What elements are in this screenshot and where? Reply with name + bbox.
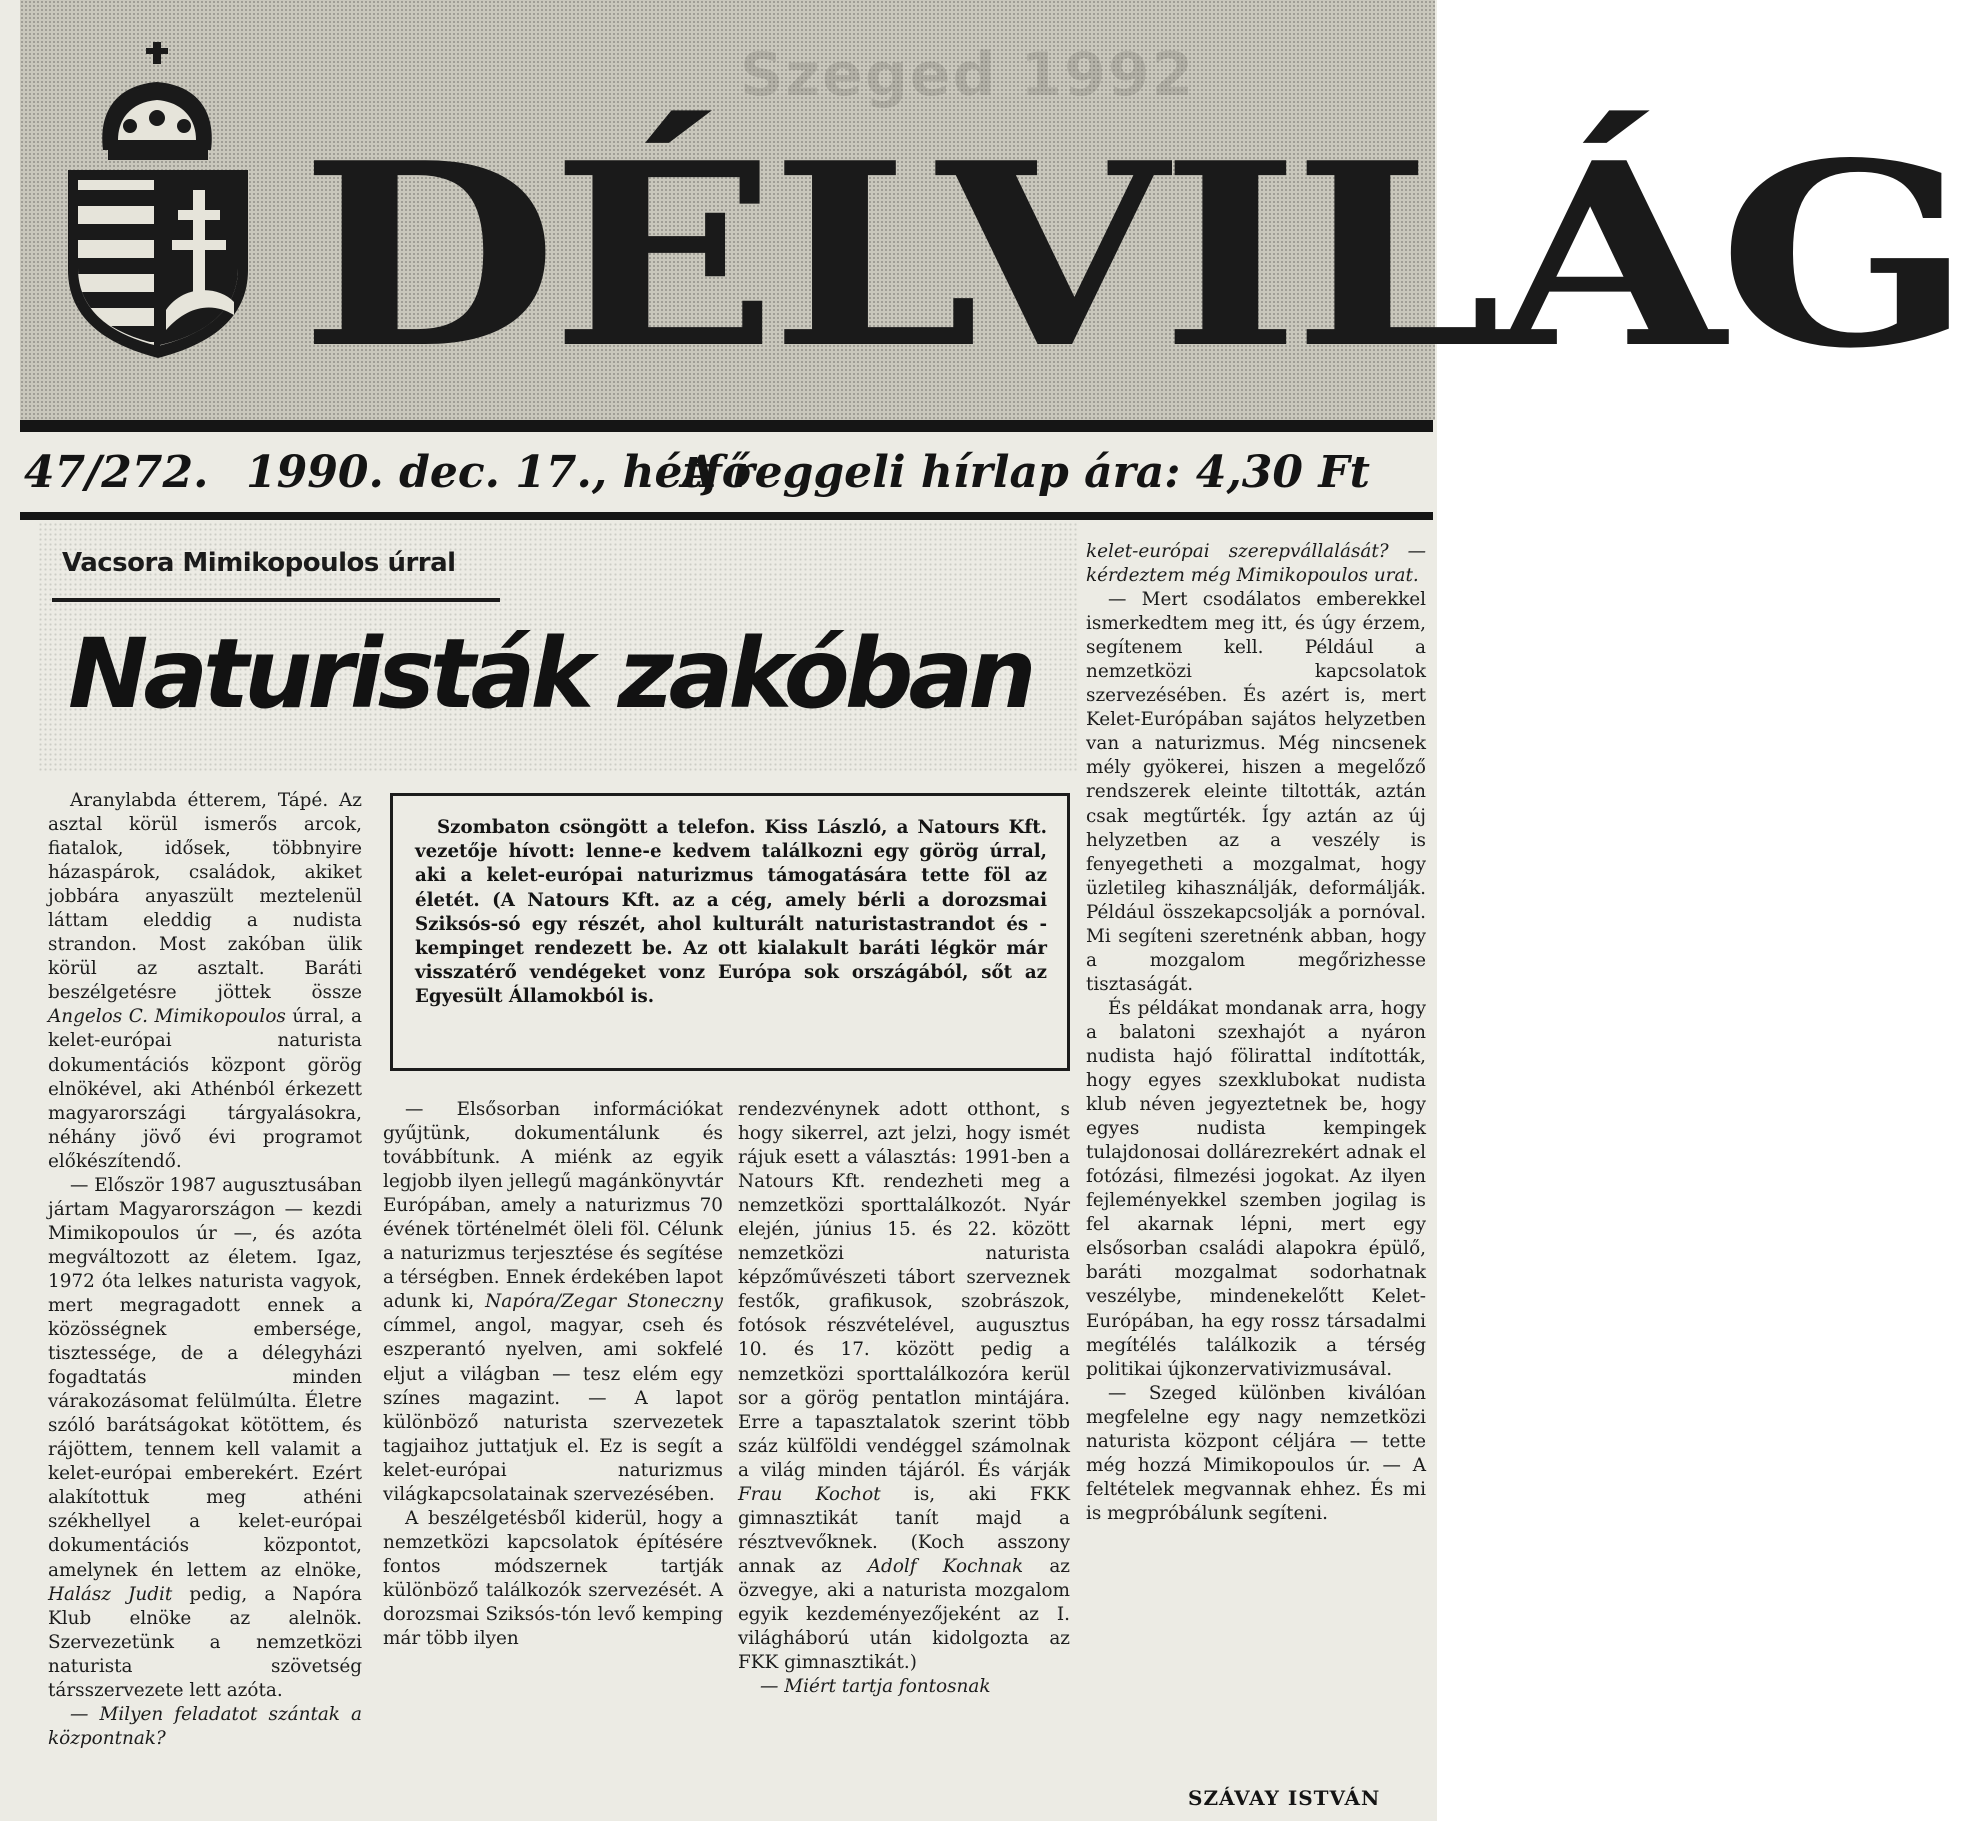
issue-date: 1990. dec. 17., hétfő [246,447,752,498]
author-signature: SZÁVAY ISTVÁN [1188,1786,1381,1810]
magazine-title: Napóra/Zegar Stoneczny [485,1291,723,1313]
col1-paragraph-2: — Először 1987 augusztusában jártam Magyarországon — kezdi Mimikopoulos úr —, és azóta megváltozott az életem. Igaz, 1972 óta lelkes naturista vagyok, mert megragadott ennek a közösségnek embersége, tisztessége, de a délegyházi fogadtatás minden várakozásomat felülmúlta. Életre szóló barátságokat kötöttem, és rájöttem, tennem kell valamit a kelet-európai emberekért. Ezért alakítottuk meg athéni székhellyel a kelet-európai dokumentációs központot, amelynek én lettem az elnöke, Halász Judit pedig, a Napóra Klub elnöke az alelnök. Szervezetünk a nemzetközi naturista szövetség társszervezete lett azóta. [48,1174,362,1701]
col1-question: — Milyen feladatot szántak a központnak? [48,1703,362,1749]
person-name: Halász Judit [48,1583,173,1605]
article-lead: Szombaton csöngött a telefon. Kiss László, a Natours Kft. vezetője hívott: lenne-e kedvem találkozni egy görög úrral, aki a kelet-európai naturizmus támogatására tette föl az életét. (A Natours Kft. az a cég, amely bérli a dorozsmai Sziksós-só egy részét, ahol kulturált naturistastrandot és -kempinget rendezett be. Az ott kialakult baráti légkör már visszatérő vendégeket vonz Európa sok országából, sőt az Egyesült Államokból is. [415,817,1047,1008]
masthead [20,0,1965,420]
column-1 [48,789,362,1751]
person-name: Angelos C. Mimikopoulos [48,1006,286,1028]
col4-paragraph-2: — Mert csodálatos emberekkel ismerkedtem meg itt, és úgy érzem, segítenem kell. Például a nemzetközi kapcsolatok szervezésében. És azért is, mert Kelet-Európában sajátos helyzetben van a naturizmus. Még nincsenek mély gyökerei, hiszen a megelőző rendszerek eleinte tiltották, aztán csak megtűrték. Így aztán az új helyzetben az a veszély is fenyegetheti a mozgalmat, hogy üzletileg kihasználják, deformálják. Például összekapcsolják a pornóval. Mi segíteni szeretnénk abban, hogy a mozgalom megőrizhesse tisztaságát. [1086,589,1426,995]
person-name: Frau Kochot [738,1483,881,1505]
article-headline: Naturisták zakóban [68,618,1032,730]
column-3 [738,1098,1070,1699]
col2-paragraph-2: A beszélgetésből kiderül, hogy a nemzetközi kapcsolatok építésére fontos módszernek tartják különböző találkozók szervezését. A dorozsmai Sziksós-tón levő kemping már több ilyen [383,1507,723,1650]
col4-paragraph-3: És példákat mondanak arra, hogy a balatoni szexhajót a nyáron nudista hajó fölirattal indították, hogy egyes szexklubokat nudista klub néven jegyeztetnek be, hogy egyes nudista kempingek tulajdonosai dollárezrekért adnak el fotózási, filmezési jogokat. Az ilyen fejleményekkel szemben jogilag is fel akarnak lépni, mert egy elsősorban családi alapokra épülő, baráti mozgalmat sodorhatnak veszélybe, mindenekelőtt Kelet-Európában, ha egy rossz társadalmi megítélés találkozik a térség politikai újkonzervativizmusával. [1086,997,1426,1380]
masthead-ghost-text: Szeged 1992 [740,40,1196,110]
masthead-rule-top [20,420,1433,432]
kicker-underline [52,598,500,602]
lead-box [390,793,1070,1071]
article-kicker: Vacsora Mimikopoulos úrral [62,548,456,578]
col4-paragraph-4: — Szeged különben kiválóan megfelelne egy nagy nemzetközi naturista központ céljára — tette még hozzá Mimikopoulos úr. — A feltételek megvannak ehhez. És mi is megpróbálunk segíteni. [1086,1382,1426,1524]
col3-question: — Miért tartja fontosnak [760,1676,991,1698]
masthead-rule-bottom [20,512,1433,520]
issue-number: 47/272. [24,447,209,498]
col4-paragraph-1: kelet-európai szerepvállalását? — kérdeztem még Mimikopoulos urat. [1086,541,1426,587]
col1-paragraph-1: Aranylabda étterem, Tápé. Az asztal körül ismerős arcok, fiatalok, idősek, többnyire házaspárok, családok, akiket jobbára anyaszült meztelenül láttam eleddig a nudista strandon. Most zakóban ülik körül az asztalt. Baráti beszélgetésre jöttek össze Angelos C. Mimikopoulos úrral, a kelet-európai naturista dokumentációs központ görög elnökével, aki Athénból érkezett magyarországi tárgyalásokra, néhány jövő évi programot előkészítendő. [48,790,362,1172]
col2-paragraph-1: — Elsősorban információkat gyűjtünk, dokumentálunk és továbbítunk. A miénk az egyik legjobb ilyen jellegű magánkönyvtár Európában, amely a naturizmus 70 évének történelmét öleli föl. Célunk a naturizmus terjesztése és segítése a térségben. Ennek érdekében lapot adunk ki, Napóra/Zegar Stoneczny címmel, angol, magyar, cseh és eszperantó nyelven, ami sokfelé eljut a világban — tesz elém egy színes magazint. — A lapot különböző naturista szervezetek tagjaihoz juttatjuk el. Ez is segít a kelet-európai naturizmus világkapcsolatainak szervezésében. [383,1099,723,1505]
column-4 [1086,540,1426,1526]
person-name: Adolf Kochnak [867,1555,1024,1577]
masthead-logo: DÉLVILÁG [300,108,1965,404]
dateline [22,440,1432,506]
column-2 [383,1098,723,1651]
col3-paragraph-1: rendezvénynek adott otthont, s hogy sikerrel, azt jelzi, hogy ismét rájuk esett a választás: 1991-ben a Natours Kft. rendezheti meg a nemzetközi sporttalálkozót. Nyár elején, június 15. és 22. között nemzetközi naturista képzőművészeti tábort szerveznek festők, grafikusok, szobrászok, fotósok részvételével, augusztus 10. és 17. között pedig a nemzetközi sporttalálkozóra kerül sor a görög pentatlon mintájára. Erre a tapasztalatok szerint több száz külföldi vendéggel számolnak a világ minden tájáról. És várják Frau Kochot is, aki FKK gimnasztikát tanít majd a résztvevőknek. (Koch asszony annak az Adolf Kochnak az özvegye, aki a naturista mozgalom egyik kezdeményezőjeként az I. világháború után kidolgozta az FKK gimnasztikát.) [738,1099,1070,1674]
issue-price: A reggeli hírlap ára: 4,30 Ft [682,447,1370,498]
coat-of-arms-icon [48,40,278,360]
